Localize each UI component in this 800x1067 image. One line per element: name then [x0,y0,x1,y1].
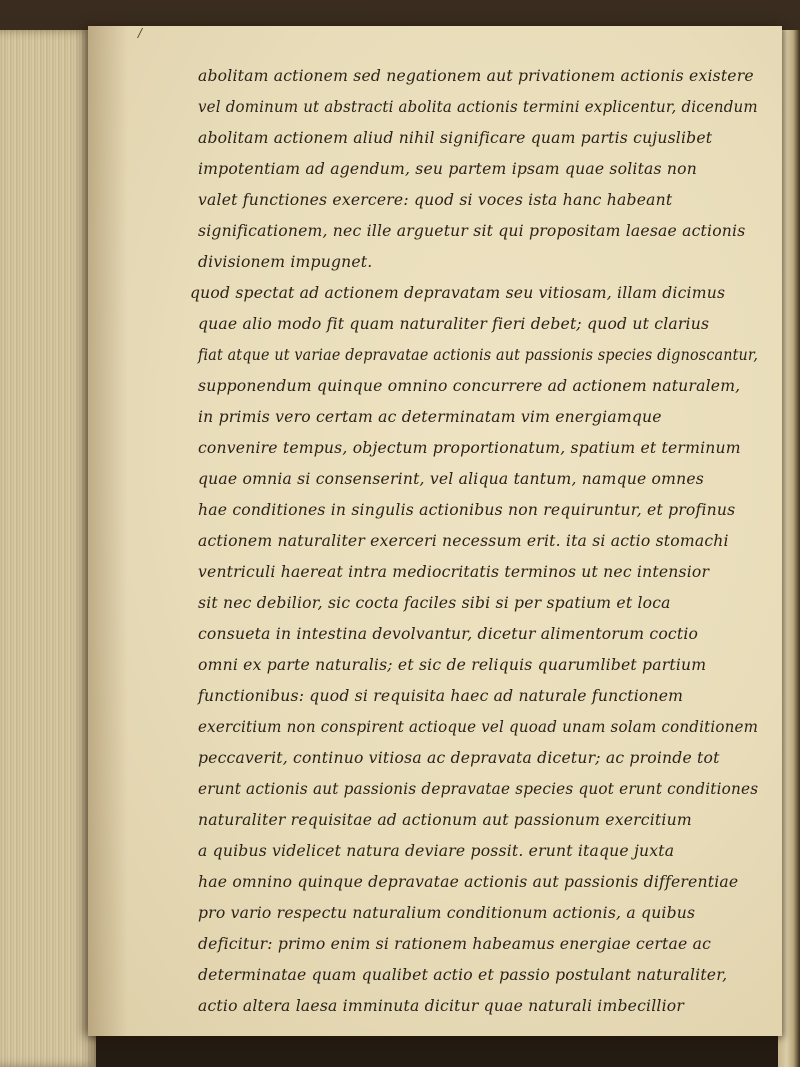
text-line: omni ex parte naturalis; et sic de reliquis quarumlibet partium [198,656,707,674]
text-line: exercitium non conspirent actioque vel quoad unam solam conditionem [198,718,759,736]
text-line: hae conditiones in singulis actionibus non requiruntur, et profinus [198,501,736,519]
text-line: a quibus videlicet natura deviare possit. erunt itaque juxta [198,842,675,860]
text-line: ventriculi haereat intra mediocritatis terminos ut nec intensior [198,563,710,581]
text-line: in primis vero certam ac determinatam vim energiamque [198,408,662,426]
text-line: supponendum quinque omnino concurrere ad actionem naturalem, [198,377,741,395]
text-line: pro vario respectu naturalium conditionum actionis, a quibus [198,904,696,922]
text-line: abolitam actionem aliud nihil significare quam partis cujuslibet [198,129,713,147]
page-corner-mark: / [138,26,143,40]
text-line: convenire tempus, objectum proportionatum, spatium et terminum [198,439,741,457]
text-line: determinatae quam qualibet actio et passio postulant naturaliter, [198,966,728,984]
text-line: deficitur: primo enim si rationem habeamus energiae certae ac [198,935,712,953]
text-line: hae omnino quinque depravatae actionis aut passionis differentiae [198,873,739,891]
text-line: impotentiam ad agendum, seu partem ipsam quae solitas non [198,160,697,178]
text-line: actionem naturaliter exerceri necessum erit. ita si actio stomachi [198,532,729,550]
text-line: consueta in intestina devolvantur, dicetur alimentorum coctio [198,625,699,643]
book-page-edges-left [0,30,96,1067]
manuscript-page [88,26,782,1036]
text-line: quod spectat ad actionem depravatam seu vitiosam, illam dicimus [190,284,726,302]
text-line: erunt actionis aut passionis depravatae species quot erunt conditiones [198,780,759,798]
text-line: quae alio modo fit quam naturaliter fieri debet; quod ut clarius [198,315,710,333]
text-line: peccaverit, continuo vitiosa ac depravata dicetur; ac proinde tot [198,749,720,767]
text-line: quae omnia si consenserint, vel aliqua tantum, namque omnes [198,470,704,488]
text-line: naturaliter requisitae ad actionum aut passionum exercitium [198,811,692,829]
text-line: sit nec debilior, sic cocta faciles sibi si per spatium et loca [198,594,671,612]
text-line: significationem, nec ille arguetur sit qui propositam laesae actionis [198,222,746,240]
text-line: divisionem impugnet. [198,253,373,271]
text-line: actio altera laesa imminuta dicitur quae naturali imbecillior [198,997,684,1015]
binding-gutter-shadow [88,26,128,1036]
text-line: valet functiones exercere: quod si voces ista hanc habeant [198,191,673,209]
text-line: vel dominum ut abstracti abolita actionis termini explicentur, dicendum [198,98,758,116]
text-line: functionibus: quod si requisita haec ad naturale functionem [198,687,684,705]
text-line: fiat atque ut variae depravatae actionis aut passionis species dignoscantur, [198,346,759,364]
text-line: abolitam actionem sed negationem aut privationem actionis existere [198,67,754,85]
